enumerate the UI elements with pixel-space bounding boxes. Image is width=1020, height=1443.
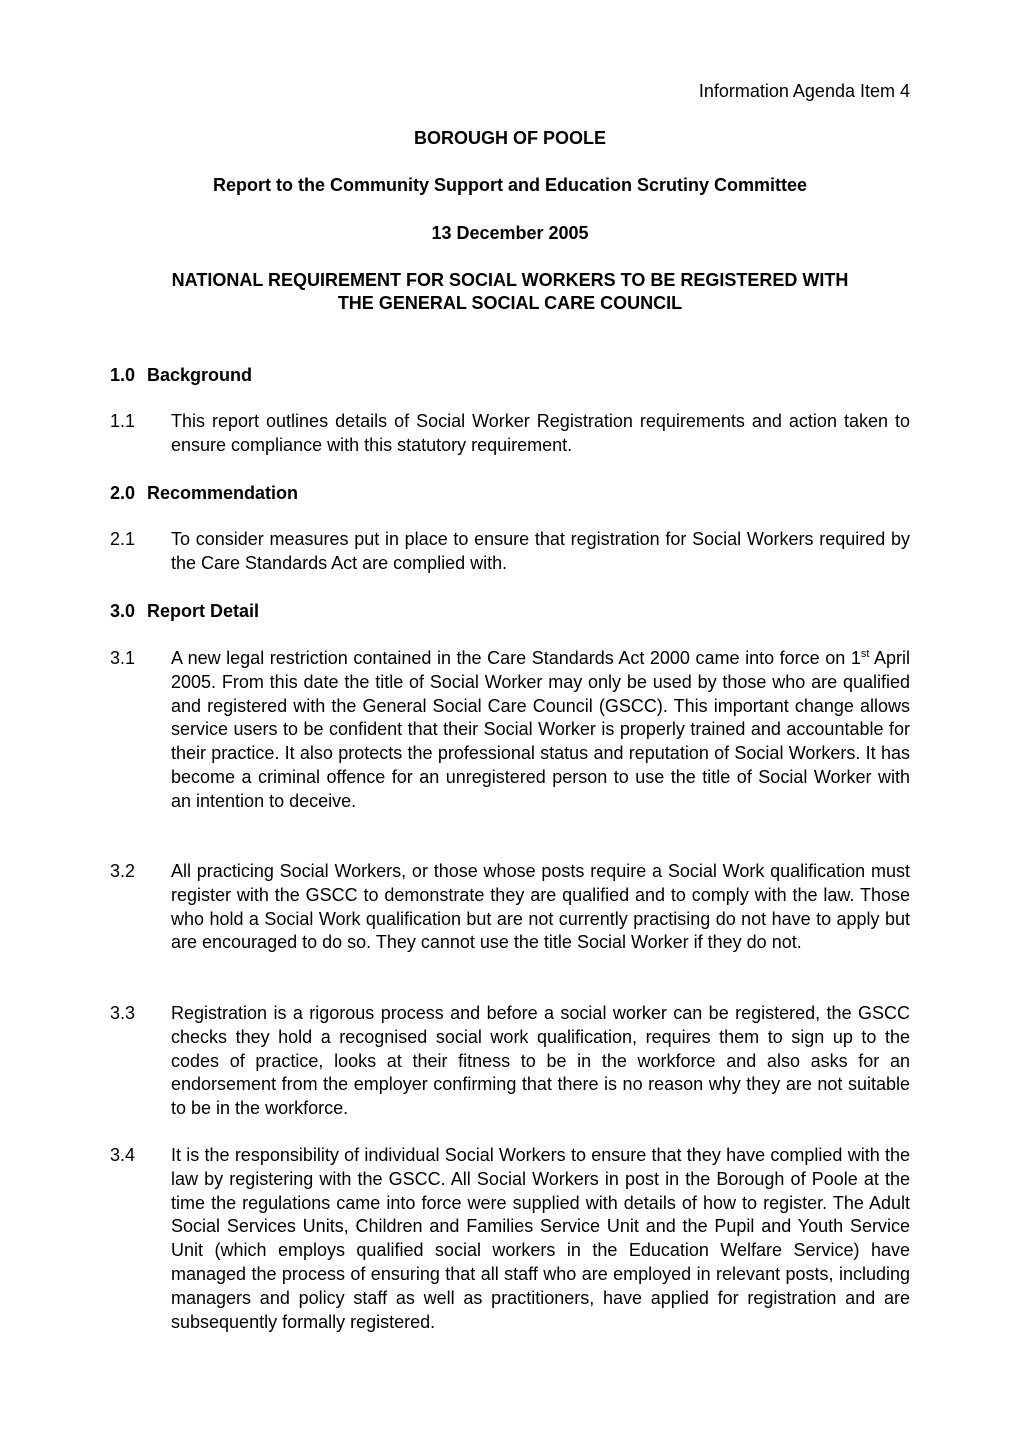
paragraph-number: 3.1 <box>110 648 136 668</box>
paragraph-1-1 <box>110 410 910 458</box>
section-number: 2.0 <box>110 483 136 503</box>
paragraph-3-4 <box>110 1144 910 1334</box>
paragraph-text <box>171 647 910 814</box>
paragraph-text: It is the responsibility of individual Social Workers to ensure that they have complied with the law by registering with the GSCC. All Social Workers in post in the Borough of Poole at the time the regulations came into force were supplied with details of how to register. The Adult Social Services Units, Children and Families Service Unit and the Pupil and Youth Service Unit (which employs qualified social workers in the Education Welfare Service) have managed the process of ensuring that all staff who are employed in relevant posts, including managers and policy staff as well as practitioners, have applied for registration and are subsequently formally registered. <box>171 1145 910 1332</box>
section-number: 3.0 <box>110 601 136 621</box>
section-title: Recommendation <box>147 483 299 503</box>
section-heading-recommendation <box>110 482 298 505</box>
organisation-name: BOROUGH OF POOLE <box>413 128 606 148</box>
paragraph-2-1 <box>110 528 910 576</box>
section-heading-background <box>110 364 252 387</box>
paragraph-text-part-b: April 2005. From this date the title of Social Worker may only be used by those who are qualified and registered with the General Social Care Council (GSCC). This important change allows service users to be confident that their Social Worker is properly trained and accountable for their practice. It also protects the professional status and reputation of Social Workers. It has become a criminal offence for an unregistered person to use the title of Social Worker with an intention to deceive. <box>171 648 910 811</box>
agenda-item-label: Information Agenda Item 4 <box>698 81 910 101</box>
paragraph-3-1 <box>110 647 910 814</box>
report-recipient: Report to the Community Support and Education Scrutiny Committee <box>212 175 808 195</box>
paragraph-3-3 <box>110 1002 910 1121</box>
paragraph-number: 1.1 <box>110 411 136 431</box>
paragraph-number: 3.3 <box>110 1003 136 1023</box>
paragraph-text: This report outlines details of Social Worker Registration requirements and action taken to ensure compliance with this statutory requirement. <box>171 411 910 455</box>
paragraph-3-2 <box>110 860 910 955</box>
section-title: Report Detail <box>147 601 260 621</box>
paragraph-number: 2.1 <box>110 529 136 549</box>
paragraph-text: All practicing Social Workers, or those whose posts require a Social Work qualification must register with the GSCC to demonstrate they are qualified and to comply with the law. Those who hold a Social Work qualification but are not currently practising do not have to apply but are encouraged to do so. They cannot use the title Social Worker if they do not. <box>171 861 910 953</box>
report-title-line-1: NATIONAL REQUIREMENT FOR SOCIAL WORKERS TO BE REGISTERED WITH <box>171 270 849 290</box>
section-title: Background <box>147 365 253 385</box>
ordinal-suffix: st <box>860 648 870 660</box>
section-number: 1.0 <box>110 365 136 385</box>
report-title <box>110 269 910 315</box>
report-date: 13 December 2005 <box>431 223 589 243</box>
paragraph-text-part-a: A new legal restriction contained in the Care Standards Act 2000 came into force on 1 <box>171 648 861 668</box>
paragraph-text: To consider measures put in place to ensure that registration for Social Workers required by the Care Standards Act are complied with. <box>171 529 910 573</box>
paragraph-number: 3.4 <box>110 1145 136 1165</box>
report-title-line-2: THE GENERAL SOCIAL CARE COUNCIL <box>337 293 683 313</box>
paragraph-number: 3.2 <box>110 861 136 881</box>
paragraph-text: Registration is a rigorous process and before a social worker can be registered, the GSCC checks they hold a recognised social work qualification, requires them to sign up to the codes of practice, looks at their fitness to be in the workforce and also asks for an endorsement from the employer confirming that there is no reason why they are not suitable to be in the workforce. <box>171 1003 910 1119</box>
section-heading-report-detail <box>110 600 259 623</box>
